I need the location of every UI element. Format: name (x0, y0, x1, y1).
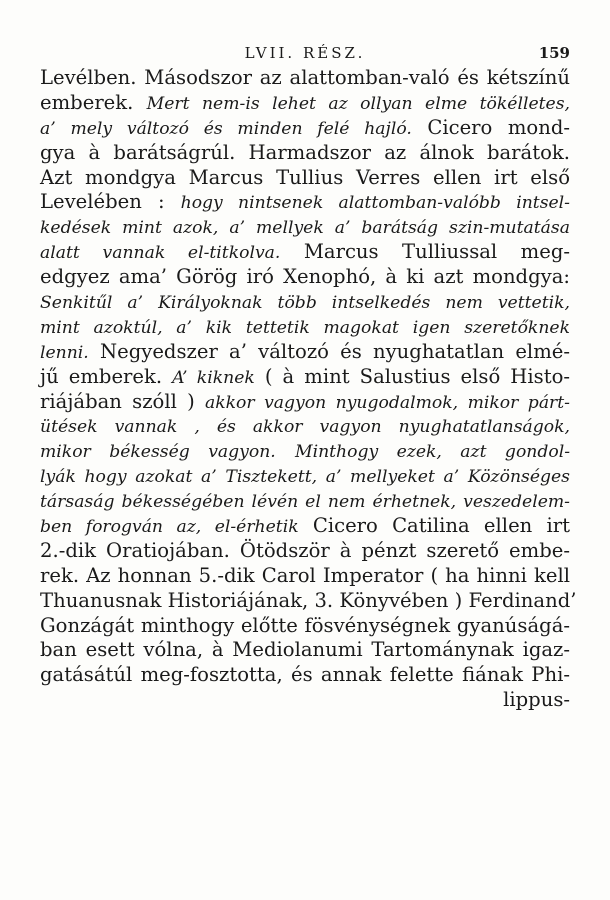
text-line (40, 588, 577, 614)
text-run: gya à barátságrúl. Harmadszor az álnok barátok. (40, 140, 570, 164)
running-header (40, 44, 570, 68)
text-line (40, 663, 570, 688)
italic-run: akkor vagyon nyugodalmok, mikor párt- (204, 392, 570, 413)
text-line (40, 166, 570, 191)
text-line (40, 614, 570, 639)
italic-run: ütések vannak , és akkor vagyon nyughatatlanságok, (40, 417, 570, 438)
italic-run: mikor békesség vagyon. (40, 442, 276, 463)
text-run: ban esett vólna, à Mediolanumi Tartománynak igaz- (40, 638, 570, 662)
text-line (40, 340, 570, 365)
text-run: Gonzágát minthogy előtte fösvénységnek gyanúságá- (40, 613, 570, 637)
text-run: lippus- (503, 688, 570, 712)
text-line (40, 91, 570, 116)
text-run: Levelében : (40, 190, 181, 214)
italic-run: Minthogy ezek, azt gondol- (294, 442, 571, 463)
text-run: Cicero Catilina ellen irt (298, 514, 571, 538)
text-run: riájában szóll ) (40, 389, 205, 413)
text-line (40, 489, 570, 514)
page-number: 159 (538, 44, 570, 62)
text-run: gatásátúl meg-fosztotta, és annak felette fiának Phi- (40, 663, 570, 687)
text-line (40, 539, 570, 564)
text-line (40, 240, 570, 265)
italic-run: lenni. (40, 342, 89, 363)
text-run: rek. Az honnan 5.-dik Carol Imperator ( ha hinni kell (40, 563, 570, 587)
text-line (40, 638, 570, 663)
italic-run: társaság békességében lévén el nem érhetnek, veszedelem- (40, 492, 570, 513)
text-run: edgyez ama’ Görög iró Xenophó, à ki azt mondgya: (40, 265, 570, 289)
italic-run: alatt vannak el-titkolva. (40, 243, 281, 264)
italic-run: A’ kiknek (172, 367, 255, 388)
text-line (40, 514, 570, 539)
text-run: Thuanusnak Historiájának, 3. Könyvében ) Ferdinand’ (40, 588, 577, 612)
text-line (40, 315, 570, 340)
text-run: Levélben. Másodszor az alattomban-való és kétszínű (40, 66, 570, 89)
text-run: Cicero mond- (411, 115, 571, 139)
text-run: Azt mondgya Marcus Tullius Verres ellen irt első (40, 165, 570, 189)
text-line (40, 439, 570, 464)
italic-run: Mert nem-is lehet az ollyan elme tökélletes, (146, 93, 570, 114)
italic-run: kedések mint azok, a’ mellyek a’ barátság szin-mutatása (40, 218, 570, 239)
italic-run: lyák hogy azokat a’ Tisztekett, a’ mellyeket a’ Közönséges (40, 467, 570, 488)
text-run: jű emberek. (40, 364, 173, 388)
text-line (40, 390, 570, 415)
text-run: ( à mint Salustius első Histo- (254, 364, 571, 388)
italic-run: ben forogván az, el-érhetik (40, 517, 299, 538)
italic-run: hogy nintsenek alattomban-valóbb intsel- (180, 193, 570, 214)
text-run: 2.-dik Oratiojában. Ötödször à pénzt szerető embe- (40, 538, 570, 562)
italic-run: Senkitűl a’ Királyoknak több intselkedés nem vettetik, (40, 293, 570, 314)
text-run: Negyedszer a’ változó és nyughatatlan elmé- (88, 339, 570, 363)
text-line (40, 464, 570, 489)
text-line (40, 66, 570, 91)
text-run (276, 439, 295, 462)
text-line (40, 365, 570, 390)
section-title: LVII. RÉSZ. (244, 44, 366, 62)
body-text (40, 66, 577, 713)
text-line (40, 265, 570, 290)
text-line (40, 215, 570, 240)
text-line (40, 190, 570, 215)
text-line (40, 290, 570, 315)
text-line (40, 564, 570, 589)
text-run: emberek. (40, 90, 147, 114)
text-line (40, 141, 570, 166)
text-line (40, 414, 570, 439)
italic-run: mint azoktúl, a’ kik tettetik magokat igen szeretőknek (40, 317, 570, 338)
text-line (40, 688, 570, 713)
text-line (40, 116, 570, 141)
text-run: Marcus Tulliussal meg- (280, 240, 570, 264)
italic-run: a’ mely változó és minden felé hajló. (40, 118, 412, 139)
